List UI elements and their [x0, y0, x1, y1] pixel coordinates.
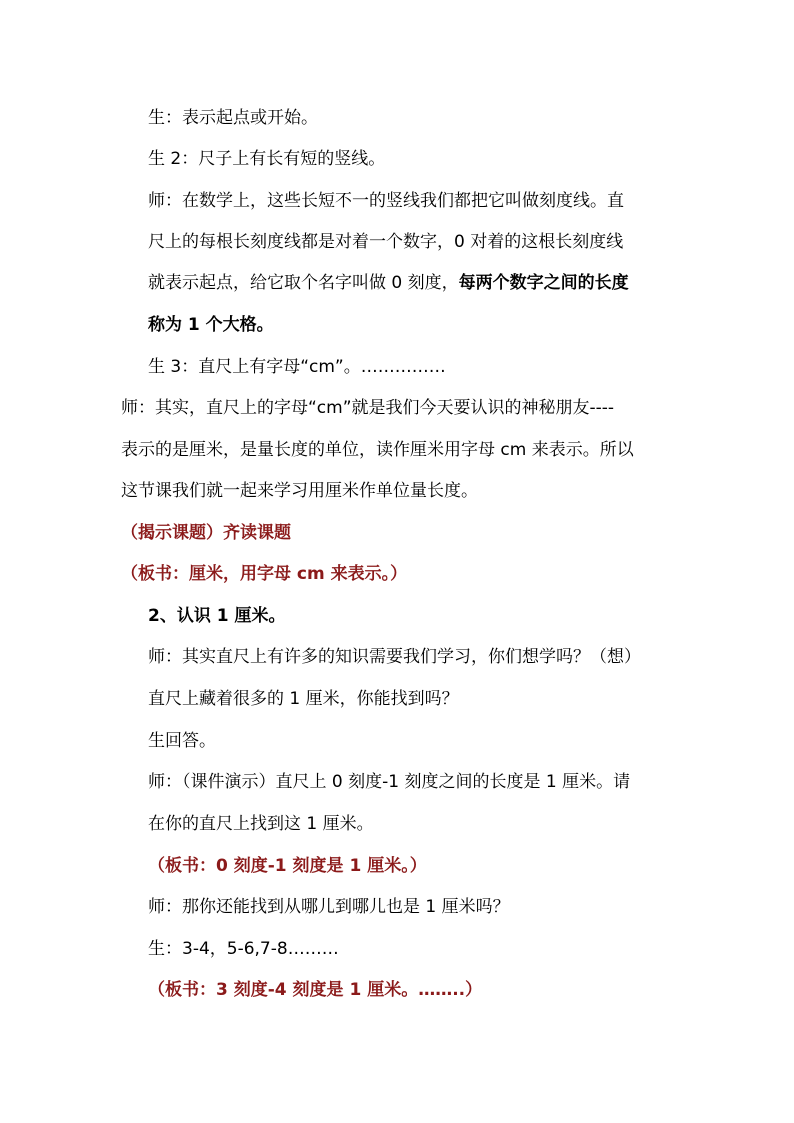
paragraph-line: 直尺上藏着很多的 1 厘米，你能找到吗？ — [148, 689, 459, 709]
emphasized-text: 每两个数字之间的长度 — [458, 273, 629, 293]
paragraph-line: 生 3：直尺上有字母“cm”。…………… — [148, 357, 446, 377]
board-note: （揭示课题）齐读课题 — [121, 523, 291, 543]
paragraph-line: 尺上的每根长刻度线都是对着一个数字，0 对着的这根长刻度线 — [148, 232, 624, 252]
paragraph-line — [148, 272, 629, 294]
paragraph-line: 师：其实，直尺上的字母“cm”就是我们今天要认识的神秘朋友---- — [121, 398, 615, 418]
paragraph-line: 师：（课件演示）直尺上 0 刻度-1 刻度之间的长度是 1 厘米。请 — [148, 772, 631, 792]
paragraph-line: 生：3-4，5-6,7-8……… — [148, 939, 339, 959]
line-text: 就表示起点，给它取个名字叫做 0 刻度， — [148, 273, 459, 293]
paragraph-line: 师：那你还能找到从哪儿到哪儿也是 1 厘米吗？ — [148, 897, 510, 917]
paragraph-line: 师：在数学上，这些长短不一的竖线我们都把它叫做刻度线。直 — [148, 191, 624, 211]
board-note: （板书：厘米，用字母 cm 来表示。） — [121, 564, 408, 584]
paragraph-line: 表示的是厘米，是量长度的单位，读作厘米用字母 cm 来表示。所以 — [121, 440, 634, 460]
board-note: （板书：3 刻度-4 刻度是 1 厘米。……..） — [148, 980, 483, 1000]
paragraph-line: 师：其实直尺上有许多的知识需要我们学习，你们想学吗？（想） — [148, 647, 641, 667]
paragraph-line: 在你的直尺上找到这 1 厘米。 — [148, 814, 374, 834]
paragraph-line: 生 2：尺子上有长有短的竖线。 — [148, 149, 386, 169]
paragraph-line: 生回答。 — [148, 731, 216, 751]
board-note: （板书：0 刻度-1 刻度是 1 厘米。） — [148, 856, 427, 876]
emphasized-line: 称为 1 个大格。 — [148, 315, 274, 335]
paragraph-line: 这节课我们就一起来学习用厘米作单位量长度。 — [121, 481, 478, 501]
paragraph-line: 生：表示起点或开始。 — [148, 108, 318, 128]
section-heading: 2、认识 1 厘米。 — [148, 606, 286, 626]
